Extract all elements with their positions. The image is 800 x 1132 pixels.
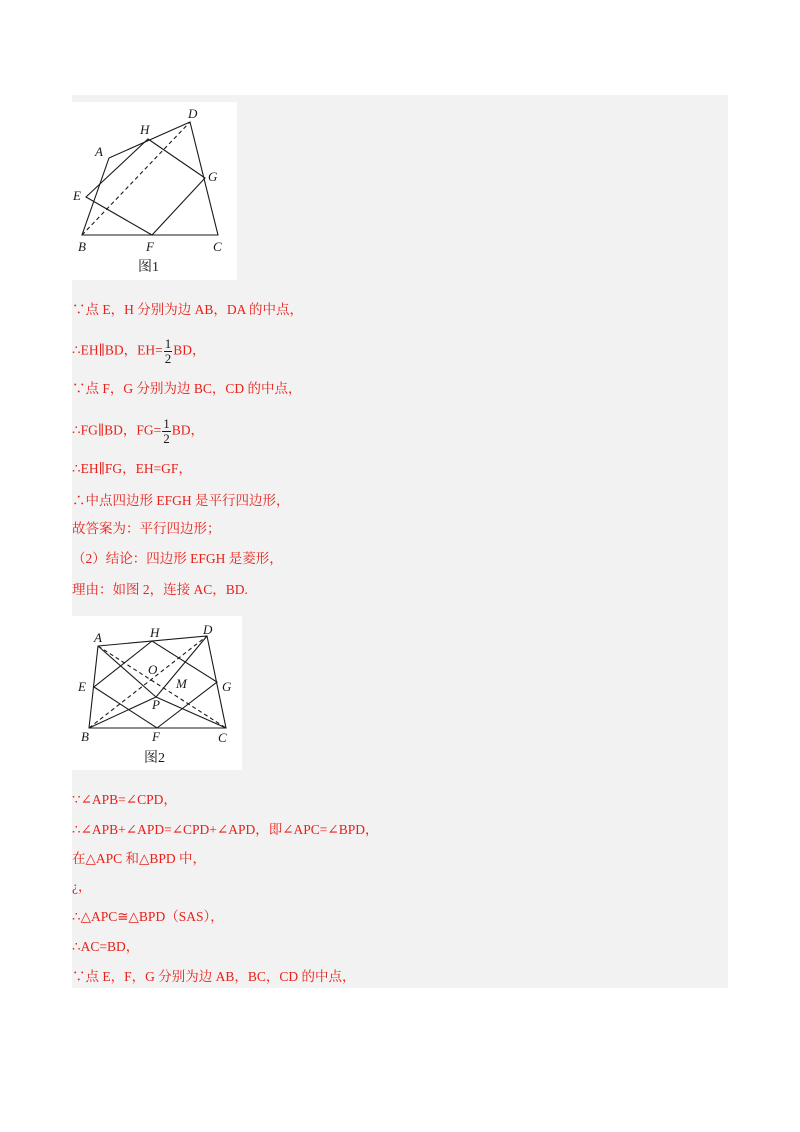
solution-panel xyxy=(72,95,728,988)
label-b: B xyxy=(81,729,89,744)
solution-line-1: ∵点 E，H 分别为边 AB，DA 的中点， xyxy=(72,302,304,317)
solution-line-15: ∴AC=BD， xyxy=(72,939,140,954)
solution-line-4: ∴FG∥BD，FG= $\frac{1}{2}$ BD， xyxy=(72,416,204,446)
figure-2 xyxy=(72,616,242,770)
solution-line-7: 故答案为：平行四边形； xyxy=(72,521,221,536)
label-f: F xyxy=(146,239,154,254)
label-e: E xyxy=(73,188,81,203)
figure-1 xyxy=(72,102,237,280)
solution-line-14: ∴△APC≅△BPD（SAS）， xyxy=(72,909,224,924)
diagonal-ac xyxy=(98,646,226,728)
label-g: G xyxy=(208,169,218,184)
figure-2-drawing xyxy=(72,616,242,770)
label-b: B xyxy=(78,239,86,254)
label-o: O xyxy=(148,662,158,677)
solution-line-10: ∵∠APB=∠CPD， xyxy=(72,792,177,807)
label-c: C xyxy=(213,239,222,254)
label-h: H xyxy=(140,122,150,137)
label-d: D xyxy=(188,106,198,121)
solution-line-16: ∵点 E，F，G 分别为边 AB，BC，CD 的中点， xyxy=(72,969,356,984)
solution-line-9: 理由：如图 2，连接 AC，BD. xyxy=(72,582,248,597)
quad-abcd xyxy=(82,122,218,235)
figure-1-drawing xyxy=(72,102,237,280)
solution-line-2: ∴EH∥BD，EH= $\frac{1}{2}$ BD， xyxy=(72,336,206,366)
figure-1-caption: 图1 xyxy=(138,260,159,275)
solution-line-5: ∴EH∥FG，EH=GF， xyxy=(72,461,192,476)
diagonal-bd xyxy=(89,636,207,728)
solution-line-6: ∴中点四边形 EFGH 是平行四边形， xyxy=(72,493,290,508)
label-a: A xyxy=(94,630,102,645)
solution-line-3: ∵点 F，G 分别为边 BC，CD 的中点， xyxy=(72,381,302,396)
solution-line-8: （2）结论：四边形 EFGH 是菱形， xyxy=(72,551,283,566)
label-a: A xyxy=(95,144,103,159)
fraction-half: $\frac{1}{2}$ xyxy=(163,416,170,446)
diagonal-bd xyxy=(82,122,190,235)
label-p: P xyxy=(152,697,160,712)
figure-2-caption: 图2 xyxy=(144,751,165,766)
solution-line-12: 在△APC 和△BPD 中， xyxy=(72,851,207,866)
fraction-half: $\frac{1}{2}$ xyxy=(164,336,172,366)
label-m: M xyxy=(176,676,187,691)
label-h: H xyxy=(150,625,160,640)
label-c: C xyxy=(218,730,227,745)
label-g: G xyxy=(222,679,232,694)
solution-line-13: ¿， xyxy=(72,879,92,894)
label-f: F xyxy=(152,729,160,744)
label-d: D xyxy=(203,622,213,637)
quad-efgh xyxy=(86,139,205,235)
solution-line-11: ∴∠APB+∠APD=∠CPD+∠APD，即∠APC=∠BPD， xyxy=(72,822,379,837)
quad-efgh xyxy=(94,641,217,728)
label-e: E xyxy=(78,679,86,694)
